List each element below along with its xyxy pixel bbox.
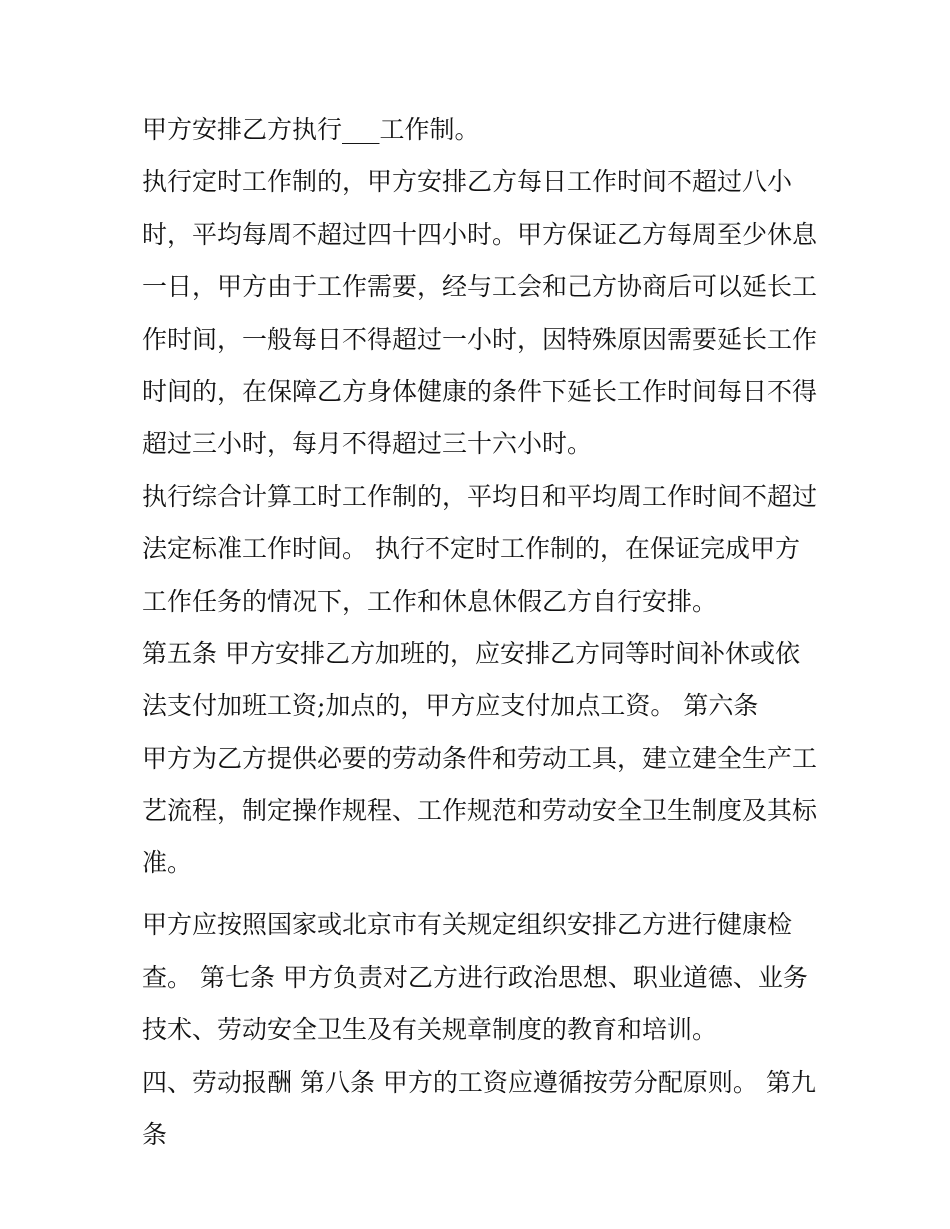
text-line: 准。 xyxy=(142,848,193,878)
text-line: 超过三小时，每月不得超过三十六小时。 xyxy=(142,429,593,459)
text-line: 第五条 甲方安排乙方加班的，应安排乙方同等时间补休或依 xyxy=(142,638,800,668)
text-line: 条 xyxy=(142,1120,168,1150)
text-line: 甲方应按照国家或北京市有关规定组织安排乙方进行健康检 xyxy=(142,910,793,940)
document-body xyxy=(142,104,822,1161)
text-line: 甲方安排乙方执行___工作制。 xyxy=(142,115,480,144)
text-line: 时，平均每周不超过四十四小时。甲方保证乙方每周至少休息 xyxy=(142,219,818,249)
text-line: 法支付加班工资;加点的，甲方应支付加点工资。 第六条 xyxy=(142,691,759,721)
text-line: 时间的，在保障乙方身体健康的条件下延长工作时间每日不得 xyxy=(142,376,818,406)
text-line: 查。 第七条 甲方负责对乙方进行政治思想、职业道德、业务 xyxy=(142,962,808,992)
text-line: 执行综合计算工时工作制的，平均日和平均周工作时间不超过 xyxy=(142,481,818,511)
text-line: 四、劳动报酬 第八条 甲方的工资应遵循按劳分配原则。 第九 xyxy=(142,1067,816,1097)
text-line: 法定标准工作时间。 执行不定时工作制的，在保证完成甲方 xyxy=(142,534,800,564)
text-line: 一日，甲方由于工作需要，经与工会和己方协商后可以延长工 xyxy=(142,272,818,302)
text-line: 执行定时工作制的，甲方安排乙方每日工作时间不超过八小 xyxy=(142,167,793,197)
text-line: 艺流程，制定操作规程、工作规范和劳动安全卫生制度及其标 xyxy=(142,796,818,826)
text-line: 工作任务的情况下，工作和休息休假乙方自行安排。 xyxy=(142,586,718,616)
text-line: 甲方为乙方提供必要的劳动条件和劳动工具，建立建全生产工 xyxy=(142,743,818,773)
text-line: 作时间，一般每日不得超过一小时，因特殊原因需要延长工作 xyxy=(142,324,818,354)
text-line: 技术、劳动安全卫生及有关规章制度的教育和培训。 xyxy=(142,1015,718,1045)
